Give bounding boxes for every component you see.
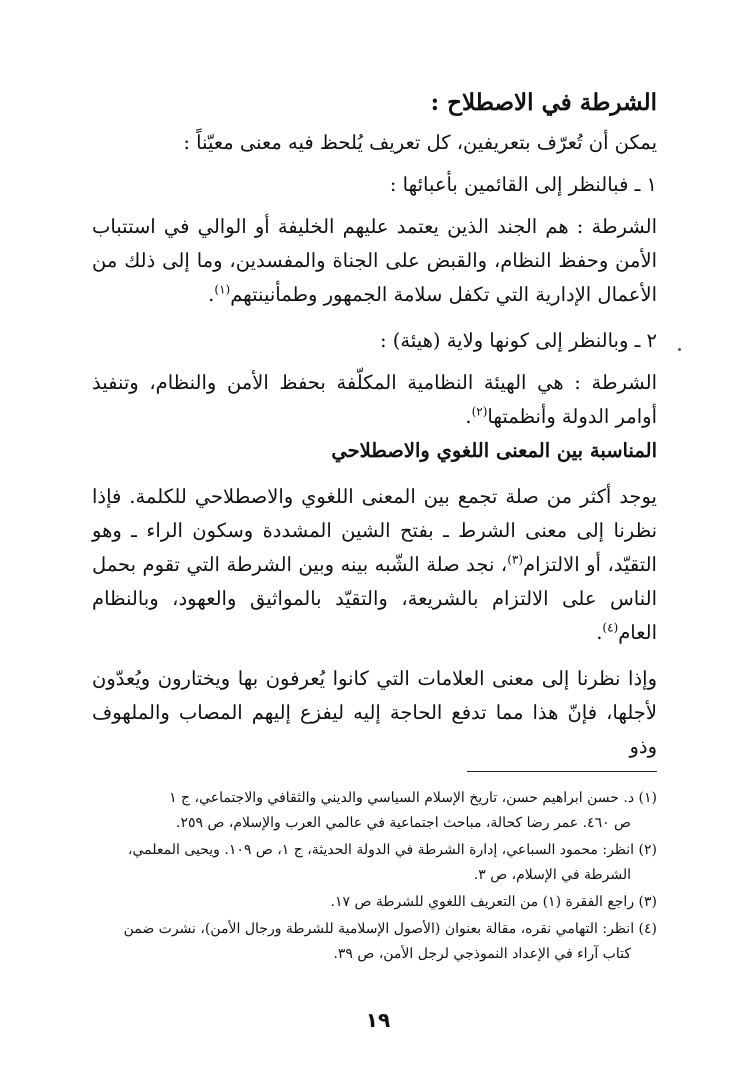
footnote-text-line: راجع الفقرة (١) من التعريف اللغوي للشرطة ص ١٧. xyxy=(330,894,635,910)
footnote-ref-1[interactable]: (١) xyxy=(214,282,231,297)
relation-p1-part-b: ، نجد صلة الشّبه بينه وبين الشرطة التي تقوم بحمل الناس على الالتزام بالشريعة، والتقيّد بالمواثيق والعهود، وبالنظام العام xyxy=(92,553,657,644)
footnote-number: (٢) xyxy=(638,842,657,858)
definition-2-text xyxy=(92,366,657,434)
definition-1-body: الشرطة : هم الجند الذين يعتمد عليهم الخليفة أو الوالي في استتباب الأمن وحفظ النظام، والقبض على الجناة والمفسدين، وما إلى ذلك من الأعمال الإدارية التي تكفل سلامة الجمهور وطمأنينتهم xyxy=(92,215,657,306)
footnote-ref-3[interactable]: (٣) xyxy=(507,552,524,567)
stray-mark xyxy=(678,348,681,351)
footnote-ref-4[interactable]: (٤) xyxy=(602,620,619,635)
relation-p1-part-a: يوجد أكثر من صلة تجمع بين المعنى اللغوي والاصطلاحي للكلمة. فإذا نظرنا إلى معنى الشرط ـ بفتح الشين المشددة وسكون الراء ـ وهو التقيّد، أو الالتزام xyxy=(92,485,657,576)
footnote-item xyxy=(92,838,657,888)
definition-2-body: الشرطة : هي الهيئة النظامية المكلّفة بحفظ الأمن والنظام، وتنفيذ أوامر الدولة وأنظمتها xyxy=(92,371,657,428)
page-number: ١٩ xyxy=(365,1008,391,1032)
relation-paragraph-2: وإذا نظرنا إلى معنى العلامات التي كانوا يُعرفون بها ويختارون ويُعدّون لأجلها، فإنّ هذا مما تدفع الحاجة إليه ليفزع إليهم المصاب والملهوف وذو xyxy=(92,667,657,758)
footnote-text-continuation: كتاب آراء في الإعداد النموذجي لرجل الأمن، ص ٣٩. xyxy=(333,946,631,962)
footnotes xyxy=(92,786,657,969)
footnote-number: (١) xyxy=(638,790,657,806)
footnote-item xyxy=(92,917,657,967)
section-heading-terminology: الشرطة في الاصطلاح : xyxy=(430,89,657,116)
footnote-ref-2[interactable]: (٢) xyxy=(471,404,488,419)
footnote-item xyxy=(92,890,657,915)
definition-1-text: الشرطة : هم الجند الذين يعتمد عليهم الخليفة أو الوالي في استتباب الأمن وحفظ النظام، والقبض على الجناة والمفسدين، وما إلى ذلك من الأعمال الإدارية التي تكفل سلامة الجمهور وطمأنينتهم$^{(١)}$. xyxy=(92,215,657,306)
footnote-text-line: انظر: التهامي نقره، مقالة بعنوان (الأصول الإسلامية للشرطة ورجال الأمن)، نشرت ضمن xyxy=(123,921,635,937)
footnote-text-line: انظر: محمود السباعي، إدارة الشرطة في الدولة الحديثة، ج ١، ص ١٠٩. ويحيى المعلمي، xyxy=(127,842,635,858)
footnote-number: (٤) xyxy=(638,921,657,937)
relation-paragraph-1 xyxy=(92,480,657,650)
footnote-number: (٣) xyxy=(638,894,657,910)
definition-2-label: ٢ ـ وبالنظر إلى كونها ولاية (هيئة) : xyxy=(380,329,657,352)
definition-2-end: . xyxy=(465,405,472,428)
footnote-text-line: د. حسن ابراهيم حسن، تاريخ الإسلام السياسي والديني والثقافي والاجتماعي، ج ١ xyxy=(169,790,635,806)
footnote-divider xyxy=(467,771,657,772)
page-body xyxy=(92,86,657,962)
intro-paragraph: يمكن أن تُعرّف بتعريفين، كل تعريف يُلحظ فيه معنى معيّناً : xyxy=(183,131,657,154)
footnote-item xyxy=(92,786,657,836)
relation-p1-end: . xyxy=(596,621,603,644)
definition-1-label: ١ ـ فبالنظر إلى القائمين بأعبائها : xyxy=(389,173,657,196)
footnote-text-continuation: الشرطة في الإسلام، ص ٣. xyxy=(473,867,631,883)
section-heading-relation: المناسبة بين المعنى اللغوي والاصطلاحي xyxy=(331,439,657,462)
footnote-text-continuation: ص ٤٦٠. عمر رضا كحالة، مباحث اجتماعية في عالمي العرب والإسلام، ص ٢٥٩. xyxy=(176,815,631,831)
